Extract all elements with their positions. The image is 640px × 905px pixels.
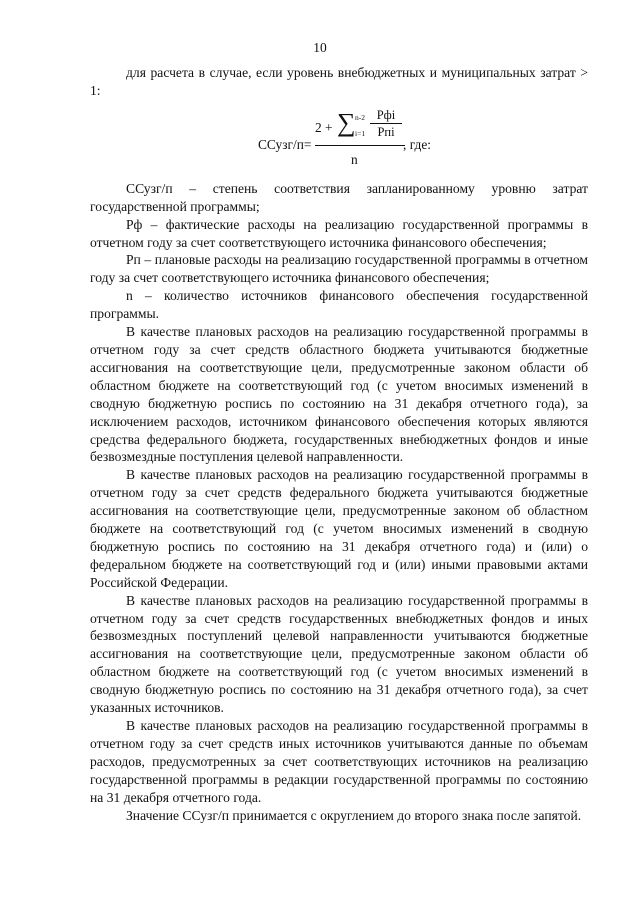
- fraction-bar: [315, 145, 405, 146]
- paragraph-intro: для расчета в случае, если уровень внебюджетных и муниципальных затрат > 1:: [90, 65, 588, 98]
- formula: [90, 104, 588, 176]
- inner-denominator: Pпi: [377, 124, 395, 139]
- paragraph-rounding: Значение ССузг/п принимается с округлением до второго знака после запятой.: [126, 807, 582, 823]
- sum-symbol: ∑: [337, 107, 356, 137]
- sum-upper-limit: n-2: [355, 112, 365, 122]
- paragraph-definition-rp: Рп – плановые расходы на реализацию государственной программы в отчетном году за счет соответствующего источника финансового обеспечения;: [90, 252, 588, 286]
- paragraph-other-sources: В качестве плановых расходов на реализацию государственной программы в отчетном году за счет средств иных источников учитываются данные по объемам расходов, предусмотренных за счет соответствующих источников на реализацию государственной программы в редакции государственной программы по состоянию на 31 декабря отчетного года.: [90, 718, 588, 805]
- paragraph-federal-budget: В качестве плановых расходов на реализацию государственной программы в отчетном году за счет средств федерального бюджета учитываются бюджетные ассигнования на соответствующие цели, предусмотренные законом об областном бюджете на соответствующий год (с учетом вносимых изменений в сводную бюджетную роспись по состоянию на 31 декабря отчетного года) и (или) о федеральном бюджете на соответствующий год и (или) иными правовыми актами Российской Федерации.: [90, 467, 588, 590]
- paragraph-definition-ssuzg: ССузг/п – степень соответствия запланированному уровню затрат государственной программы;: [90, 180, 588, 214]
- formula-numerator-prefix: 2 +: [315, 119, 333, 135]
- inner-numerator: Рфi: [376, 107, 396, 122]
- paragraph-regional-budget: В качестве плановых расходов на реализацию государственной программы в отчетном году за счет средств областного бюджета учитываются бюджетные ассигнования на соответствующие цели, предусмотренные законом области об областном бюджете на соответствующий год (с учетом вносимых изменений в сводную бюджетную роспись по состоянию на 31 декабря отчетного года), за исключением расходов, источником финансового обеспечения которых являются средства федерального бюджета, государственных внебюджетных фондов и иные безвозмездные поступления целевой направленности.: [90, 324, 588, 465]
- paragraph-definition-n: n – количество источников финансового обеспечения государственной программы.: [90, 288, 588, 322]
- inner-fraction-bar: [370, 123, 402, 124]
- formula-denominator: n: [351, 151, 358, 167]
- page-number: 10: [313, 40, 327, 55]
- paragraph-definition-rf: Рф – фактические расходы на реализацию государственной программы в отчетном году за счет соответствующего источника финансового обеспечения;: [90, 216, 588, 250]
- sum-lower-limit: i=1: [355, 128, 366, 138]
- inner-fraction: [370, 108, 402, 139]
- paragraph-extrabudgetary-funds: В качестве плановых расходов на реализацию государственной программы в отчетном году за счет средств государственных внебюджетных фондов и иных безвозмездных поступлений целевой направленности учитываются бюджетные ассигнования на соответствующие цели, предусмотренные законом области об областном бюджете на соответствующий год (с учетом вносимых изменений в сводную бюджетную роспись по состоянию на 31 декабря отчетного года), за счет указанных источников.: [90, 592, 588, 716]
- document-body: [90, 64, 588, 824]
- formula-fraction: [315, 108, 397, 168]
- formula-tail: , где:: [403, 136, 431, 152]
- formula-lhs: ССузг/п=: [258, 136, 312, 152]
